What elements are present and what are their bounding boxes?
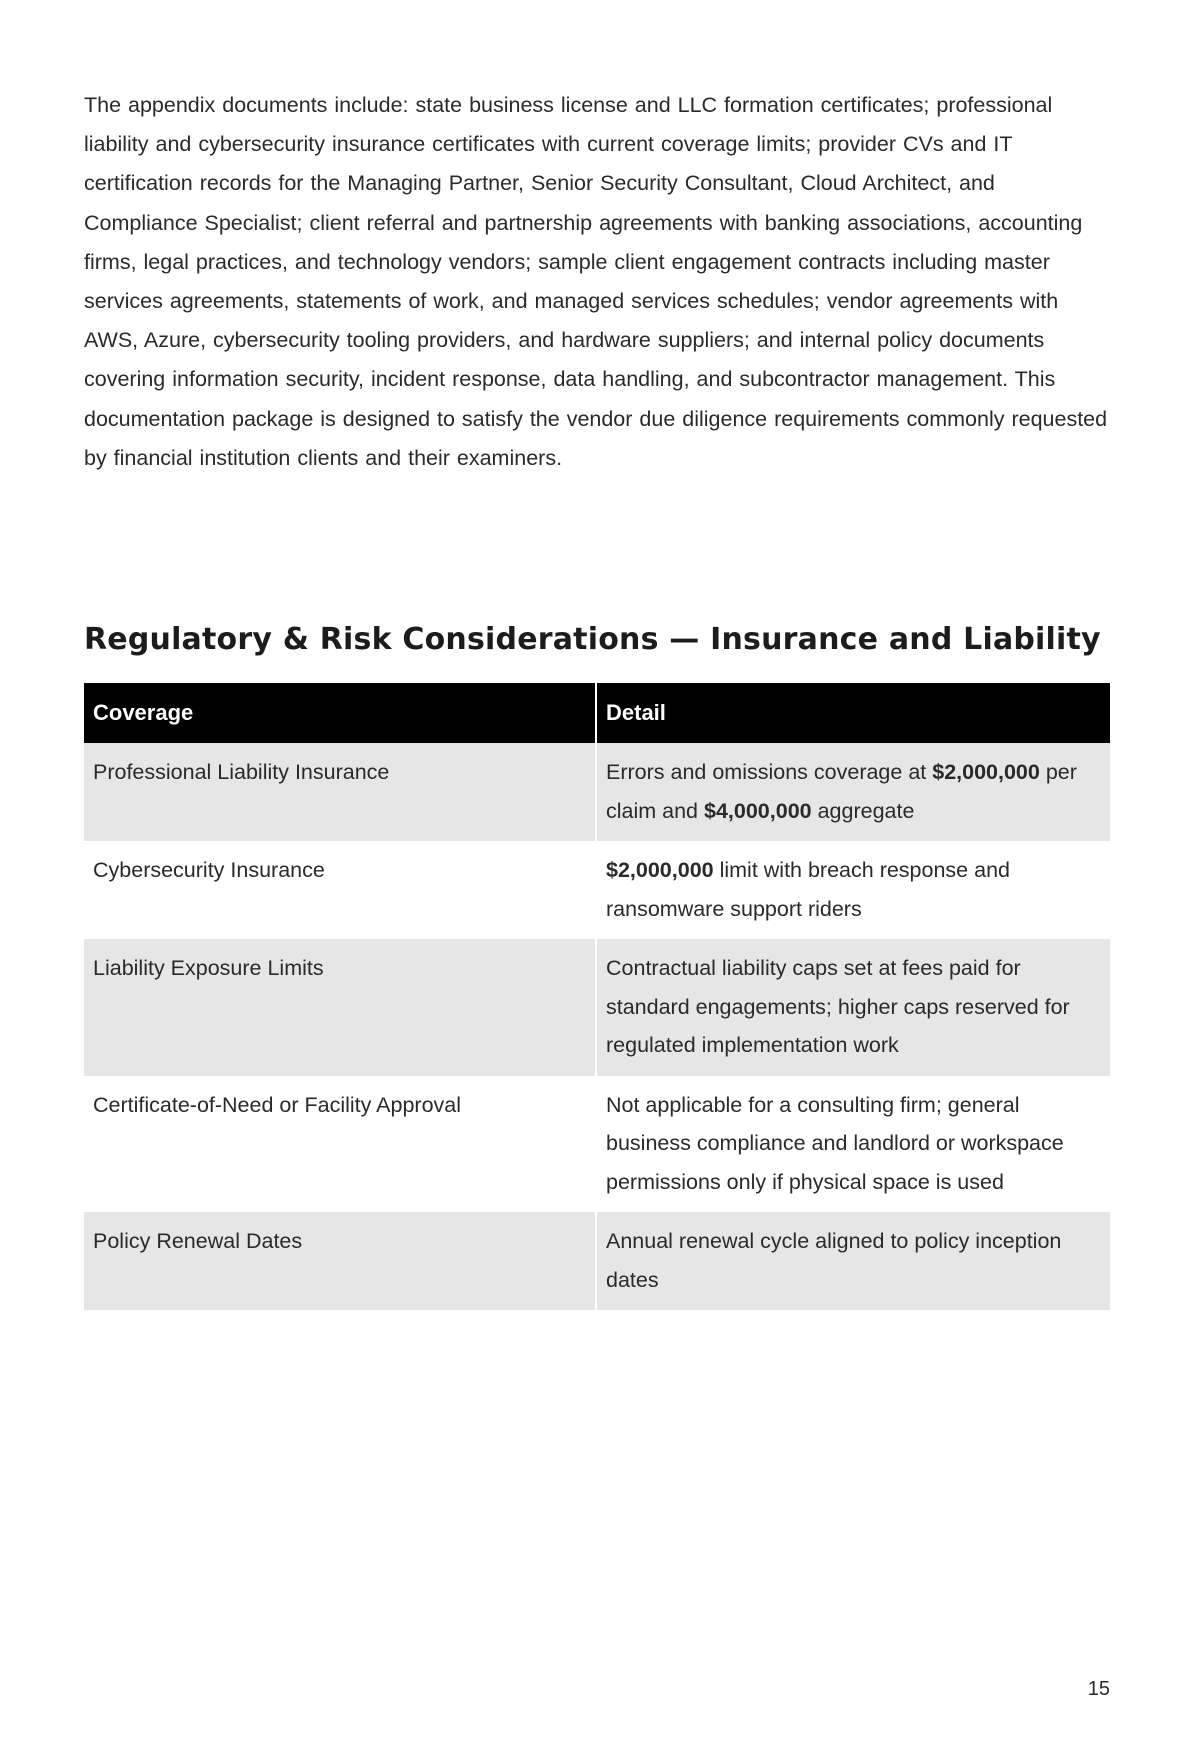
coverage-cell: Cybersecurity Insurance bbox=[84, 841, 596, 939]
coverage-cell: Policy Renewal Dates bbox=[84, 1212, 596, 1310]
detail-cell bbox=[596, 743, 1110, 841]
insurance-liability-table bbox=[84, 683, 1110, 1310]
page-number: 15 bbox=[1087, 1678, 1110, 1700]
coverage-cell: Liability Exposure Limits bbox=[84, 939, 596, 1076]
detail-cell bbox=[596, 841, 1110, 939]
detail-text: Errors and omissions coverage at bbox=[606, 760, 933, 784]
table-row bbox=[84, 1212, 1110, 1310]
table-row bbox=[84, 841, 1110, 939]
detail-text: aggregate bbox=[811, 798, 915, 823]
appendix-paragraph: The appendix documents include: state business license and LLC formation certificates; professional liability and cybersecurity insurance certificates with current coverage limits; provider CVs and IT certification records for the Managing Partner, Senior Security Consultant, Cloud Architect, and Compliance Specialist; client referral and partnership agreements with banking associations, accounting firms, legal practices, and technology vendors; sample client engagement contracts including master services agreements, statements of work, and managed services schedules; vendor agreements with AWS, Azure, cybersecurity tooling providers, and hardware suppliers; and internal policy documents covering information security, incident response, data handling, and subcontractor management. This documentation package is designed to satisfy the vendor due diligence requirements commonly requested by financial institution clients and their examiners. bbox=[84, 93, 1108, 470]
coverage-cell: Professional Liability Insurance bbox=[84, 743, 596, 841]
detail-text: per claim and bbox=[606, 760, 1077, 823]
section-title: Regulatory & Risk Considerations — Insurance and Liability bbox=[84, 622, 1101, 657]
per-claim-amount: $2,000,000 bbox=[932, 760, 1040, 784]
detail-cell: Contractual liability caps set at fees paid for standard engagements; higher caps reserved for regulated implementation work bbox=[596, 939, 1110, 1076]
aggregate-amount: $4,000,000 bbox=[704, 798, 812, 823]
column-header-detail: Detail bbox=[596, 683, 1110, 743]
detail-cell: Not applicable for a consulting firm; general business compliance and landlord or workspace permissions only if physical space is used bbox=[596, 1076, 1110, 1213]
coverage-cell: Certificate-of-Need or Facility Approval bbox=[84, 1076, 596, 1213]
table-row bbox=[84, 743, 1110, 841]
detail-text: limit with breach response and ransomware support riders bbox=[606, 858, 1010, 921]
column-header-coverage: Coverage bbox=[84, 683, 596, 743]
table-row bbox=[84, 1076, 1110, 1213]
table-header-row bbox=[84, 683, 1110, 743]
detail-cell: Annual renewal cycle aligned to policy inception dates bbox=[596, 1212, 1110, 1310]
cyber-limit-amount: $2,000,000 bbox=[606, 858, 714, 882]
table-row bbox=[84, 939, 1110, 1076]
